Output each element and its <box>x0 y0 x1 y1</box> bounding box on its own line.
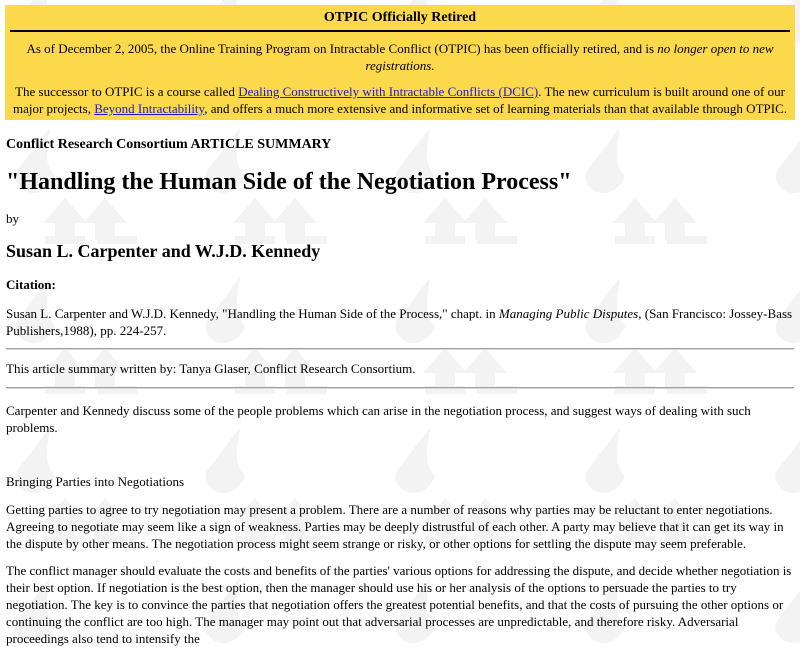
citation-text-end: , (San Francisco: Jossey-Bass Publishers,1988), pp. 224-257. <box>6 306 793 338</box>
divider <box>6 387 794 389</box>
banner-title: OTPIC Officially Retired <box>323 10 477 25</box>
article-authors: Susan L. Carpenter and W.J.D. Kennedy <box>6 241 321 261</box>
body-paragraph: The conflict manager should evaluate the costs and benefits of the parties' various options for addressing the dispute, and decide whether negotiation is their best option. If negotiation is the best option, then the manager should use his or her analysis of the options to persuade the parties to try negotiation. The key is to convince the parties that negotiation offers the greatest potential benefits, and that the costs of pursuing the other options or continuing the conflict are too high. The manager may point out that adversarial processes are unpredictable, and therefore risky. Adversarial proceedings also tend to intensify the <box>6 563 792 646</box>
banner-retirement-emphasis: no longer open to new registrations. <box>365 41 774 73</box>
banner-successor-text: The successor to OTPIC is a course called <box>15 84 239 99</box>
by-label: by <box>6 211 19 226</box>
citation-book-title: Managing Public Disputes <box>498 306 639 321</box>
body-paragraph: Getting parties to agree to try negotiation may present a problem. There are a number of reasons why parties may be reluctant to enter negotiations. Agreeing to negotiate may seem like a sign of weakness. Parties may be deeply distrustful of each other. A party may believe that it can get its way in the dispute by other means. The negotiation process might seem strange or risky, or other options for settling the dispute may seem preferable. <box>6 502 784 551</box>
banner-retirement-paragraph <box>11 40 789 74</box>
retirement-notice-banner <box>5 5 795 120</box>
banner-retirement-text: As of December 2, 2005, the Online Training Program on Intractable Conflict (OTPIC) has been officially retired, and is <box>26 41 658 56</box>
citation-text <box>6 305 794 339</box>
article-title: "Handling the Human Side of the Negotiation Process" <box>6 169 572 195</box>
banner-divider <box>10 30 790 32</box>
banner-successor-text-middle: . The new curriculum is built around one of our major projects, <box>12 84 785 116</box>
article-summary <box>6 128 794 647</box>
citation-text-start: Susan L. Carpenter and W.J.D. Kennedy, "Handling the Human Side of the Process," chapt. in <box>6 306 499 321</box>
divider <box>6 348 794 350</box>
banner-successor-paragraph <box>11 83 789 117</box>
article-intro: Carpenter and Kennedy discuss some of the people problems which can arise in the negotiation process, and suggest ways of dealing with such problems. <box>6 403 751 435</box>
citation-label: Citation: <box>6 277 56 292</box>
dcic-course-link[interactable]: Dealing Constructively with Intractable Conflicts (DCIC) <box>238 84 539 99</box>
article-kicker: Conflict Research Consortium ARTICLE SUMMARY <box>6 137 332 152</box>
banner-successor-text-end: , and offers a much more extensive and informative set of learning materials than that available through OTPIC. <box>204 101 787 116</box>
section-heading: Bringing Parties into Negotiations <box>6 474 185 489</box>
beyond-intractability-link[interactable]: Beyond Intractability <box>94 101 205 116</box>
summary-author-credit: This article summary written by: Tanya Glaser, Conflict Research Consortium. <box>6 361 416 376</box>
